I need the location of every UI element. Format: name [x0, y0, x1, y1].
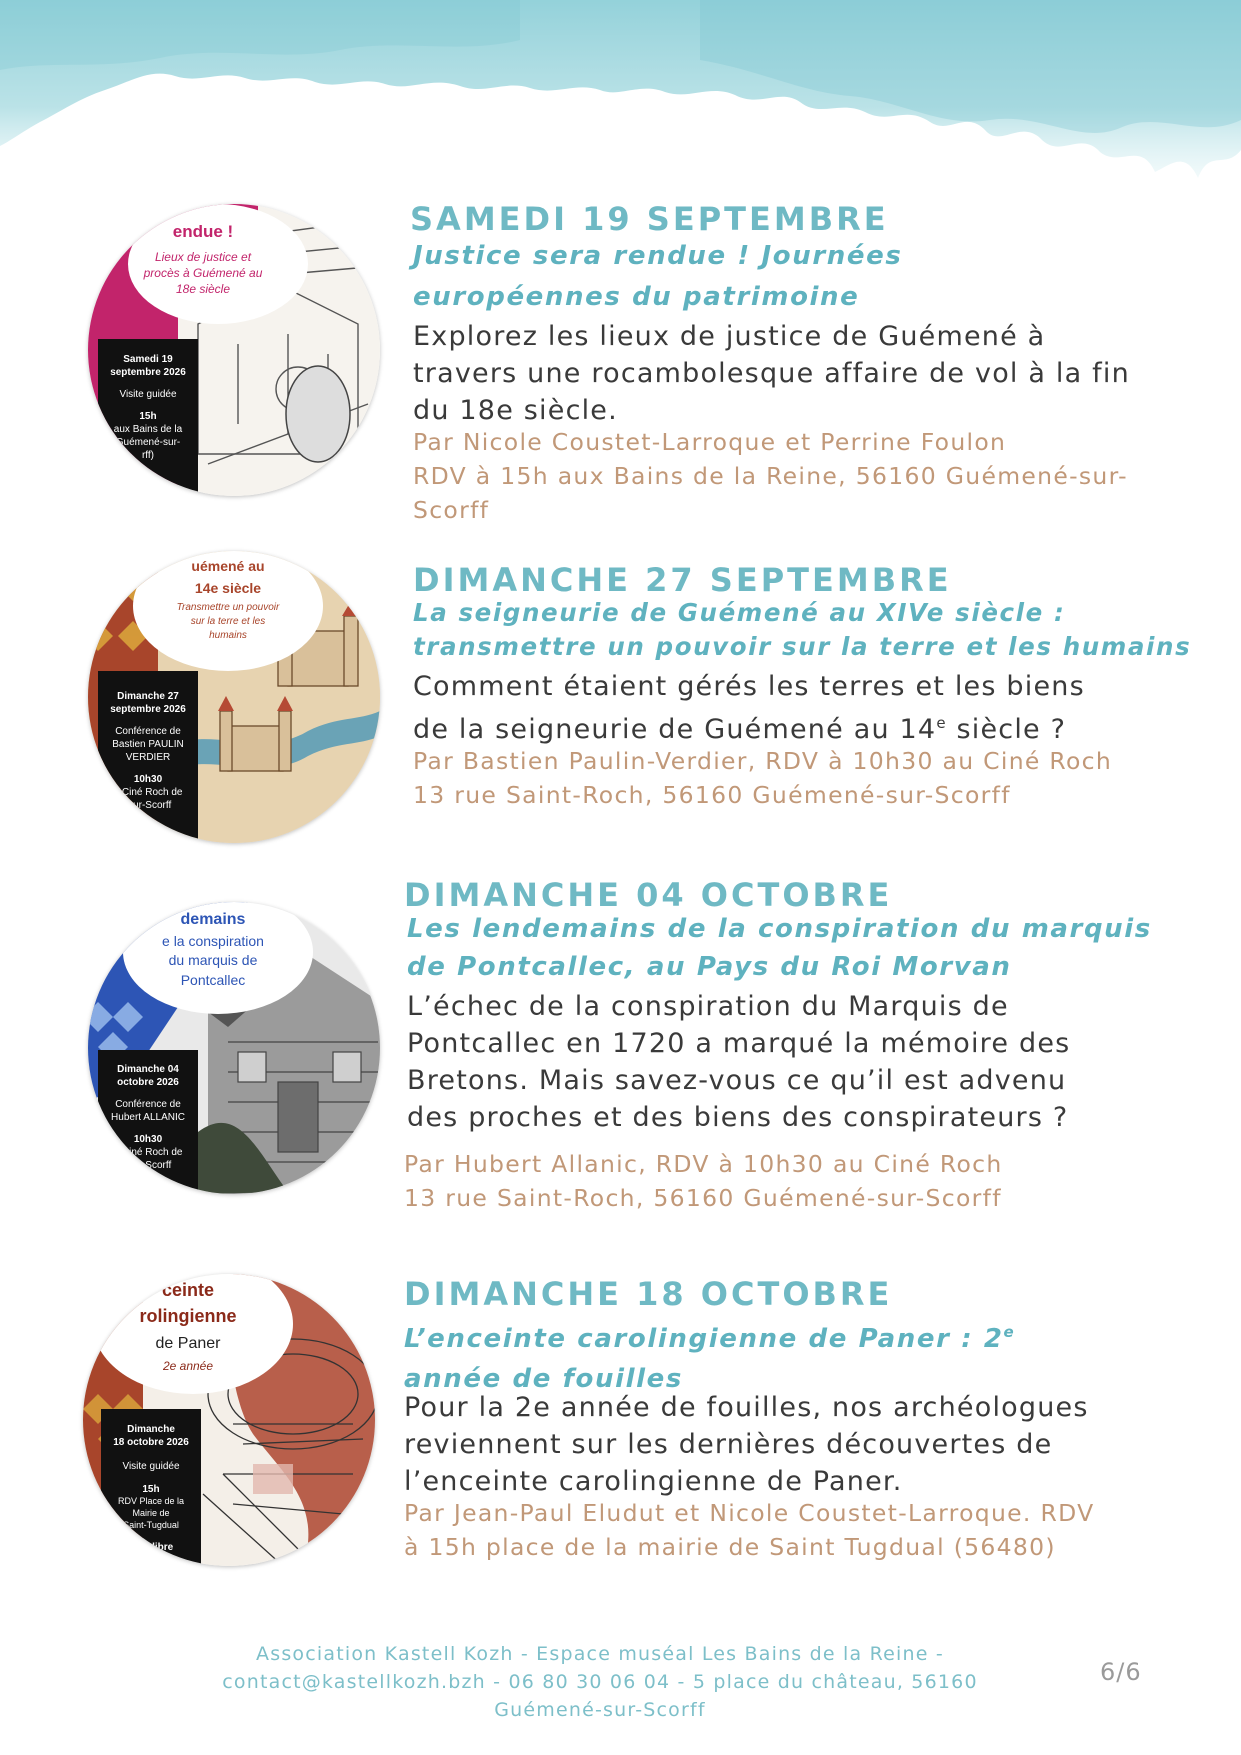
watercolor-header [0, 0, 1241, 190]
footer-line-1: Association Kastell Kozh - Espace muséal Les Bains de la Reine - [256, 1643, 944, 1665]
poster-2-sub-4: humains [209, 630, 247, 641]
event-4-desc-line-1: Pour la 2e année de fouilles, nos archéologues [404, 1392, 1089, 1423]
event-3-desc-line-2: Pontcallec en 1720 a marqué la mémoire des [407, 1028, 1071, 1059]
poster-2-box-5: VERDIER [125, 752, 171, 763]
poster-3-box-3: Conférence de [115, 1099, 181, 1110]
event-2-meta-line-1: Par Bastien Paulin-Verdier, RDV à 10h30 au Ciné Roch [413, 747, 1113, 775]
event-1-title-line-1: Justice sera rendue ! Journées [413, 241, 903, 271]
event-3-desc-line-4: des proches et des biens des conspirateurs ? [407, 1102, 1069, 1133]
poster-3-sub-2: du marquis de [168, 952, 258, 968]
poster-2-sub-2: Transmettre un pouvoir [176, 602, 280, 613]
poster-3-box-4: Hubert ALLANIC [111, 1112, 185, 1123]
event-2-desc-line-2-a: de la seigneurie de Guémené au 14 [413, 714, 937, 745]
event-3-desc-line-3: Bretons. Mais savez-vous ce qu’il est advenu [407, 1065, 1067, 1096]
event-1-poster [88, 204, 380, 496]
event-2-desc-line-1: Comment étaient gérés les terres et les biens [413, 671, 1085, 702]
event-4-title-line-1 [404, 1312, 1015, 1359]
poster-1-box-6: Guémené-sur- [115, 437, 181, 448]
footer-line-2: contact@kastellkozh.bzh - 06 80 30 06 04 - 5 place du château, 56160 [222, 1671, 978, 1693]
poster-2-box-1: Dimanche 27 [117, 691, 179, 702]
poster-4-sub-1: de Paner [155, 1335, 221, 1352]
poster-1-box-5: aux Bains de la [113, 424, 183, 435]
event-4-desc-line-2: reviennent sur les dernières découvertes de [404, 1429, 1053, 1460]
poster-2-sub-1: 14e siècle [194, 580, 262, 596]
event-2-meta [413, 744, 1112, 812]
event-4-title-line-1-a: L’enceinte carolingienne de Paner : 2 [404, 1324, 1004, 1354]
event-2-desc-line-2-b: siècle ? [946, 714, 1067, 745]
poster-1-sub-2: procès à Guémené au [143, 266, 263, 280]
event-1-meta-line-3: Scorff [413, 496, 490, 524]
poster-3-headline: demains [180, 911, 246, 928]
event-1-desc-line-3: du 18e siècle. [413, 395, 618, 426]
event-2-title-line-1: La seigneurie de Guémené au XIVe siècle : [413, 598, 1066, 627]
poster-2-box-2: septembre 2026 [110, 704, 186, 715]
event-2-title [413, 596, 1191, 664]
poster-2-box-7: u Ciné Roch de [113, 787, 183, 798]
poster-1-box-4: 15h [139, 411, 157, 422]
event-3-title-line-1: Les lendemains de la conspiration du marquis [407, 914, 1152, 944]
poster-2-headline: uémené au [191, 558, 265, 574]
poster-4-headline-1: ceinte [161, 1280, 215, 1300]
poster-2-box-4: Bastien PAULIN [112, 739, 184, 750]
event-2-desc-line-2 [413, 705, 1085, 748]
event-2-description [413, 668, 1085, 748]
event-1-meta-line-2: RDV à 15h aux Bains de la Reine, 56160 Guémené-sur- [413, 462, 1128, 490]
event-1-desc-line-1: Explorez les lieux de justice de Guémené à [413, 321, 1046, 352]
poster-1-sub-1: Lieux de justice et [154, 250, 252, 264]
poster-1-box-7: rff) [141, 450, 155, 461]
event-1-meta-line-1: Par Nicole Coustet-Larroque et Perrine Foulon [413, 428, 1007, 456]
poster-4-box-2: 18 octobre 2026 [113, 1437, 189, 1448]
event-1-title [413, 236, 902, 318]
poster-1-box-1: Samedi 19 [123, 354, 173, 365]
poster-3-box-1: Dimanche 04 [117, 1064, 179, 1075]
event-3-title [407, 910, 1152, 986]
event-3-description [407, 988, 1070, 1136]
event-2-date: DIMANCHE 27 SEPTEMBRE [413, 561, 952, 599]
event-4-title [404, 1312, 1015, 1399]
poster-3-box-2: octobre 2026 [117, 1077, 179, 1088]
poster-4-sub-2: 2e année [162, 1359, 214, 1373]
poster-4-box-6: Mairie de [132, 1508, 170, 1518]
poster-4-box-8: sion libre [128, 1542, 174, 1553]
poster-3-sub-1: e la conspiration [162, 933, 264, 949]
event-3-meta [404, 1147, 1003, 1215]
poster-3-box-5: 10h30 [133, 1134, 163, 1145]
event-3-poster [88, 902, 380, 1194]
event-4-title-line-2: année de fouilles [404, 1364, 683, 1394]
poster-4-box-4: 15h [142, 1484, 160, 1495]
poster-2-box-3: Conférence de [115, 726, 181, 737]
event-1-meta [413, 425, 1128, 527]
event-4-meta-line-1: Par Jean-Paul Eludut et Nicole Coustet-Larroque. RDV [404, 1499, 1095, 1527]
poster-4-box-1: Dimanche [127, 1424, 175, 1435]
event-1-date: SAMEDI 19 SEPTEMBRE [410, 200, 889, 238]
event-4-desc-line-3: l’enceinte carolingienne de Paner. [404, 1466, 903, 1497]
poster-1-box-2: septembre 2026 [110, 367, 186, 378]
poster-3-box-7: -sur-Scorff [124, 1160, 172, 1171]
footer [200, 1640, 1000, 1724]
event-3-meta-line-2: 13 rue Saint-Roch, 56160 Guémené-sur-Scorff [404, 1184, 1002, 1212]
poster-2-box-8: -sur-Scorff [124, 800, 172, 811]
poster-2-box-6: 10h30 [133, 774, 163, 785]
event-2-desc-line-2-sup: e [936, 714, 947, 732]
poster-1-headline: endue ! [172, 222, 234, 241]
poster-4-box-7: Saint-Tugdual [123, 1520, 179, 1530]
event-4-meta-line-2: à 15h place de la mairie de Saint Tugdual (56480) [404, 1533, 1056, 1561]
event-2-meta-line-2: 13 rue Saint-Roch, 56160 Guémené-sur-Scorff [413, 781, 1011, 809]
poster-1-sub-3: 18e siècle [175, 282, 231, 296]
poster-3-sub-3: Pontcallec [180, 972, 246, 988]
event-4-title-line-1-sup: e [1003, 1323, 1016, 1341]
event-3-meta-line-1: Par Hubert Allanic, RDV à 10h30 au Ciné Roch [404, 1150, 1003, 1178]
event-4-description [404, 1389, 1089, 1500]
event-1-desc-line-2: travers une rocambolesque affaire de vol à la fin [413, 358, 1130, 389]
poster-4-headline-2: rolingienne [139, 1306, 237, 1326]
page-number: 6/6 [1100, 1658, 1142, 1686]
event-2-poster [88, 551, 380, 843]
event-3-title-line-2: de Pontcallec, au Pays du Roi Morvan [407, 952, 1012, 982]
event-2-title-line-2: transmettre un pouvoir sur la terre et les humains [413, 632, 1192, 661]
poster-3-box-6: u Ciné Roch de [113, 1147, 183, 1158]
footer-line-3: Guémené-sur-Scorff [494, 1699, 706, 1721]
event-4-poster [83, 1274, 375, 1566]
event-3-desc-line-1: L’échec de la conspiration du Marquis de [407, 991, 1009, 1022]
poster-4-box-5: RDV Place de la [117, 1496, 185, 1506]
event-1-description [413, 318, 1130, 429]
event-4-date: DIMANCHE 18 OCTOBRE [404, 1275, 893, 1313]
event-1-title-line-2: européennes du patrimoine [413, 282, 860, 312]
event-4-meta [404, 1496, 1094, 1564]
poster-2-sub-3: sur la terre et les [190, 616, 266, 627]
poster-4-box-3: Visite guidée [122, 1461, 180, 1472]
event-3-date: DIMANCHE 04 OCTOBRE [404, 876, 893, 914]
poster-1-box-3: Visite guidée [119, 389, 177, 400]
